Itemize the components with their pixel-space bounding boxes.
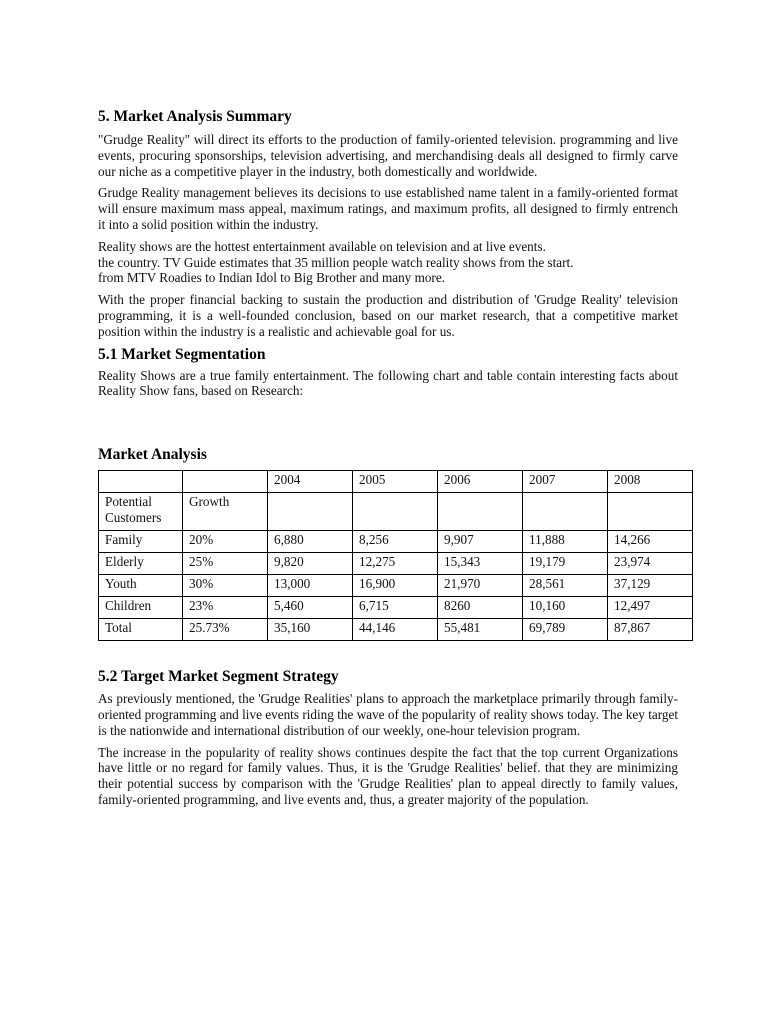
table-cell: 6,880 [268,531,353,553]
table-cell: 12,497 [608,597,693,619]
table-cell: 5,460 [268,597,353,619]
summary-line-2: the country. TV Guide estimates that 35 million people watch reality shows from the start. [98,254,574,270]
table-cell: 69,789 [523,619,608,641]
summary-paragraph-2: Grudge Reality management believes its decisions to use established name talent in a family-oriented format will ensure maximum mass appeal, maximum ratings, and maximum profits, all designed to firmly entrench it into a solid position within the industry. [98,185,678,232]
table-row [99,553,693,575]
table-cell: 25% [183,553,268,575]
table-total-row [99,619,693,641]
table-cell: 8260 [438,597,523,619]
table-cell: Elderly [99,553,183,575]
summary-paragraph-1: "Grudge Reality" will direct its efforts to the production of family-oriented television. programming and live events, procuring sponsorships, television advertising, and merchandising deals all designed to firmly carve our niche as a competitive player in the industry, both domestically and worldwide. [98,132,678,179]
year-header-cell: 2008 [608,471,693,493]
table-header-row [99,471,693,493]
table-cell: 55,481 [438,619,523,641]
table-row [99,597,693,619]
table-cell [438,493,523,531]
table-cell: 23% [183,597,268,619]
table-row [99,531,693,553]
table-cell: 28,561 [523,575,608,597]
potential-customers-header: Potential Customers [99,493,183,531]
table-cell: 44,146 [353,619,438,641]
table-cell: 9,907 [438,531,523,553]
table-cell: 16,900 [353,575,438,597]
table-cell: 13,000 [268,575,353,597]
summary-paragraph-4: With the proper financial backing to sustain the production and distribution of 'Grudge Reality' television programming, it is a well-founded conclusion, based on our market research, that a competitive market position within the industry is a realistic and achievable goal for us. [98,292,678,339]
table-cell: 87,867 [608,619,693,641]
table-cell: Family [99,531,183,553]
table-cell: 19,179 [523,553,608,575]
table-cell: 6,715 [353,597,438,619]
table-cell: 25.73% [183,619,268,641]
table-cell: 8,256 [353,531,438,553]
section-5-heading: 5. Market Analysis Summary [98,108,292,125]
year-header-cell: 2005 [353,471,438,493]
table-cell: 11,888 [523,531,608,553]
summary-line-1: Reality shows are the hottest entertainment available on television and at live events. [98,238,546,254]
section-5-2-heading: 5.2 Target Market Segment Strategy [98,668,339,686]
table-cell [523,493,608,531]
table-cell: 20% [183,531,268,553]
table-subheader-row [99,493,693,531]
segmentation-paragraph: Reality Shows are a true family entertainment. The following chart and table contain interesting facts about Reality Show fans, based on Research: [98,367,678,399]
table-cell: 10,160 [523,597,608,619]
table-cell: 23,974 [608,553,693,575]
strategy-paragraph-2: The increase in the popularity of reality shows continues despite the fact that the top current Organizations have little or no regard for family values. Thus, it is the 'Grudge Realities' belief. that they are minimizing their potential success by comparison with the 'Grudge Realities' plan to appeal directly to family values, family-oriented programming, and live events and, thus, a greater majority of the population. [98,744,678,807]
table-cell: 14,266 [608,531,693,553]
year-header-cell: 2007 [523,471,608,493]
market-analysis-title: Market Analysis [98,446,207,464]
growth-header: Growth [183,493,268,531]
section-5-1-heading: 5.1 Market Segmentation [98,345,266,363]
table-cell [99,471,183,493]
summary-line-3: from MTV Roadies to Indian Idol to Big Brother and many more. [98,270,445,286]
table-cell: 9,820 [268,553,353,575]
summary-paragraph-3 [98,239,678,286]
table-cell: 35,160 [268,619,353,641]
table-cell: Total [99,619,183,641]
table-cell [183,471,268,493]
year-header-cell: 2004 [268,471,353,493]
market-analysis-table [98,470,693,641]
table-cell: 21,970 [438,575,523,597]
strategy-paragraph-1: As previously mentioned, the 'Grudge Realities' plans to approach the marketplace primarily through family-oriented programming and live events riding the wave of the popularity of reality shows today. The key target is the nationwide and international distribution of our weekly, one-hour television program. [98,691,678,738]
table-cell: 15,343 [438,553,523,575]
table-cell: Youth [99,575,183,597]
page-content [98,107,678,808]
table-cell: 12,275 [353,553,438,575]
table-cell: 37,129 [608,575,693,597]
year-header-cell: 2006 [438,471,523,493]
table-cell [353,493,438,531]
table-cell [608,493,693,531]
table-cell: Children [99,597,183,619]
table-cell: 30% [183,575,268,597]
table-row [99,575,693,597]
table-cell [268,493,353,531]
